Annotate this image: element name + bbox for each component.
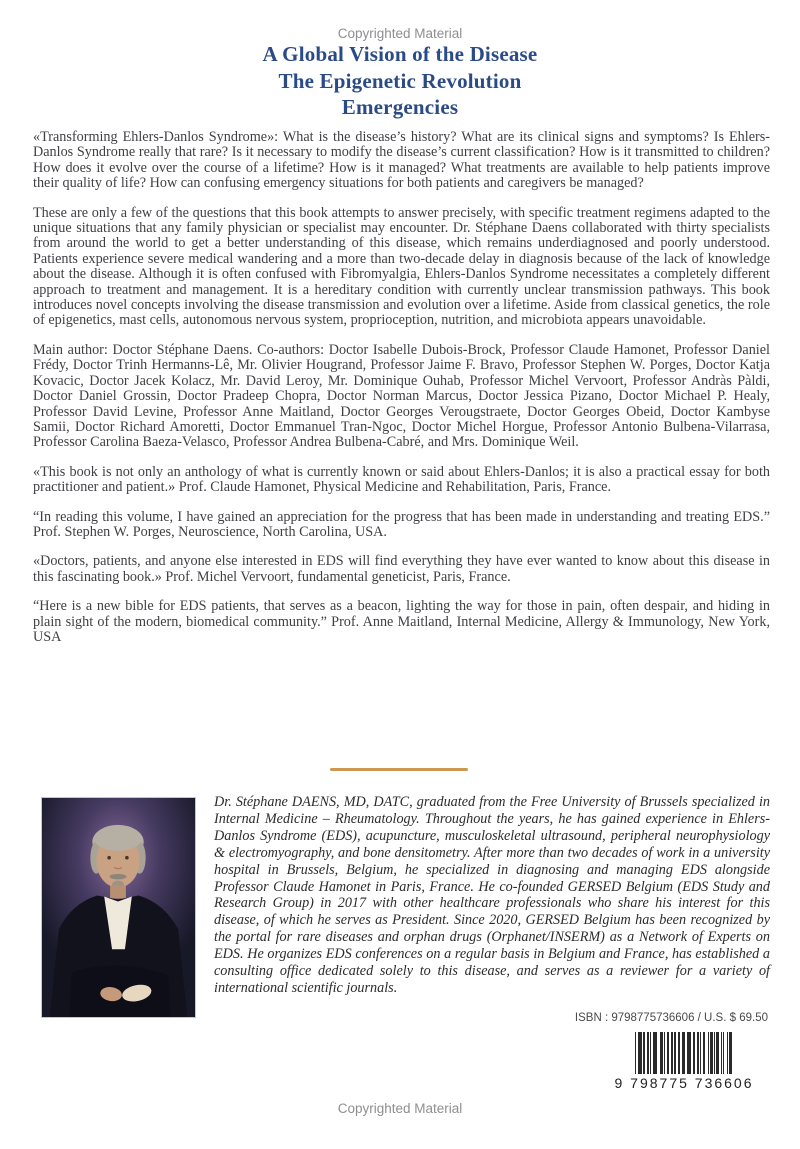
author-portrait-illustration	[42, 798, 195, 1017]
title-line-1: A Global Vision of the Disease	[262, 42, 538, 66]
testimonial-hamonet: «This book is not only an anthology of what is currently known or said about Ehlers-Danlos; it is also a practical essay for both practitioner and patient.» Prof. Claude Hamonet, Physical Medicine and Rehabilitation, Paris, France.	[33, 463, 770, 496]
page-title	[0, 41, 800, 121]
section-divider	[330, 768, 468, 771]
author-bio: Dr. Stéphane DAENS, MD, DATC, graduated from the Free University of Brussels specialized in Internal Medicine – Rheumatology. Throughout the years, he has gained experience in Ehlers-Danlos Syndrome (EDS), acupuncture, musculoskeletal ultrasound, peripheral neurophysiology & electromyography, and bone densitometry. After more than two decades of work in a university hospital in Brussels, Belgium, he specialized in diagnosing and managing EDS alongside Professor Claude Hamonet in Paris, France. He co-founded GERSED Belgium (EDS Study and Research Group) in 2017 with other healthcare professionals who share his interest for this disease, of which he serves as President. Since 2020, GERSED Belgium has been recognized by the portal for rare diseases and orphan drugs (Orphanet/INSERM) as a Network of Experts on EDS. He organizes EDS conferences on a regular basis in Belgium and France, has established a consulting office dedicated solely to this disease, and serves as a reviewer for a variety of international scientific journals.	[214, 794, 770, 996]
testimonial-porges: “In reading this volume, I have gained an appreciation for the progress that has been made in understanding and treating EDS.” Prof. Stephen W. Porges, Neuroscience, North Carolina, USA.	[33, 508, 770, 540]
back-cover-text	[33, 130, 770, 659]
isbn-price-text: ISBN : 9798775736606 / U.S. $ 69.50	[574, 1012, 768, 1024]
barcode	[608, 1030, 760, 1092]
author-photo	[41, 797, 196, 1018]
synopsis-questions-paragraph: «Transforming Ehlers-Danlos Syndrome»: What is the disease’s history? What are its clinical signs and symptoms? Is Ehlers-Danlos Syndrome really that rare? Is it necessary to modify the disease’s current classification? How is it transmitted to children? How does it evolve over the course of a lifetime? How is it managed? What treatments are available to help patients improve their quality of life? How can confusing emergency situations for both patients and caregivers be managed?	[33, 129, 770, 192]
copyright-notice-bottom: Copyrighted Material	[337, 1101, 463, 1116]
testimonial-maitland: “Here is a new bible for EDS patients, that serves as a beacon, lighting the way for those in pain, often despair, and hiding in plain sight of the modern, biomedical community.” Prof. Anne Maitland, Internal Medicine, Allergy & Immunology, New York, USA	[33, 598, 770, 645]
synopsis-description-paragraph: These are only a few of the questions that this book attempts to answer precisely, with specific treatment regimens adapted to the unique situations that any family physician or specialist may encounter. Dr. Stéphane Daens collaborated with thirty specialists from around the world to get a better understanding of this disease, which remains underdiagnosed and poorly understood. Patients experience severe medical wandering and a more than two-decade delay in diagnosis because of the lack of knowledge about the disease. Although it is often confused with Fibromyalgia, Ehlers-Danlos Syndrome necessitates a completely different approach to treatment and management. It is a hereditary condition with currently unclear transmission pathways. This book introduces novel concepts involving the disease transmission and evolution over a lifetime. Aside from classical genetics, the role of epigenetics, mast cells, autonomous nervous system, proprioception, nutrition, and microbiota appears unavoidable.	[33, 204, 770, 329]
testimonial-vervoort: «Doctors, patients, and anyone else interested in EDS will find everything they have ever wanted to know about this disease in this fascinating book.» Prof. Michel Vervoort, fundamental geneticist, Paris, France.	[33, 553, 770, 585]
title-line-2: The Epigenetic Revolution	[278, 68, 522, 93]
barcode-number: 9 798775 736606	[614, 1075, 754, 1091]
barcode-bars	[608, 1030, 760, 1074]
copyright-notice-top: Copyrighted Material	[337, 26, 463, 41]
title-line-3: Emergencies	[341, 95, 459, 119]
authors-list-paragraph: Main author: Doctor Stéphane Daens. Co-authors: Doctor Isabelle Dubois-Brock, Professor Claude Hamonet, Professor Daniel Frédy, Doctor Trinh Hermanns-Lê, Mr. Olivier Hougrand, Professor Jaime F. Bravo, Professor Stephen W. Porges, Doctor Katja Kovacic, Doctor Jacek Kolacz, Mr. David Leroy, Mr. Dominique Ouhab, Professor Michel Vervoort, Professor Andràs Pàldi, Doctor Daniel Grossin, Doctor Pradeep Chopra, Doctor Norman Marcus, Doctor Jessica Pizano, Doctor Michael P. Healy, Professor David Levine, Professor Anne Maitland, Doctor Georges Verougstraete, Doctor Georges Obeid, Doctor Kambyse Samii, Doctor Richard Amoretti, Doctor Emmanuel Tran-Ngoc, Doctor Michel Horgue, Professor Antonio Bulbena-Vilarrasa, Professor Carolina Baeza-Velasco, Professor Andrea Bulbena-Cabré, and Mrs. Dominique Weil.	[33, 341, 770, 451]
